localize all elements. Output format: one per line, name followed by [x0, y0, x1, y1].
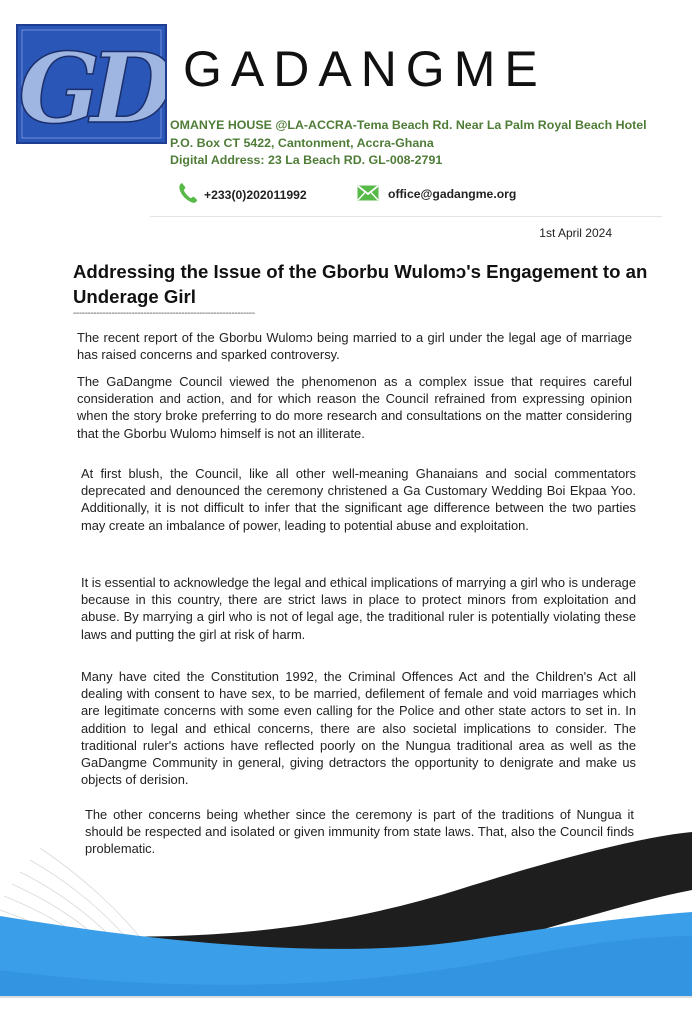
paragraph-5: Many have cited the Constitution 1992, the Criminal Offences Act and the Children's Act all dealing with consent to have sex, to be married, defilement of female and void marriages which are legitimate concerns with some even calling for the Police and other state actors to set in. In addition to legal and ethical concerns, there are also societal implications to consider. The traditional ruler's actions have reflected poorly on the Nungua traditional area as well as the GaDangme Community in general, giving detractors the opportunity to denigrate and make us objects of derision.: [81, 669, 636, 788]
paragraph-1: The recent report of the Gborbu Wulomɔ being married to a girl under the legal age of marriage has raised concerns and sparked controversy.: [77, 330, 632, 363]
paragraph-6: The other concerns being whether since the ceremony is part of the traditions of Nungua it should be respected and isolated or given immunity from state laws. That, also the Council finds problematic.: [85, 807, 634, 857]
footer-wave: [0, 820, 692, 1024]
logo-mark: [18, 26, 165, 142]
paragraph-2: The GaDangme Council viewed the phenomenon as a complex issue that requires careful consideration and action, and for which reason the Council refrained from expressing opinion when the story broke preferring to do more research and consultations on the matter considering that the Gborbu Wulomɔ himself is not an illiterate.: [77, 374, 632, 441]
letter-date: 1st April 2024: [539, 226, 612, 240]
phone-icon: [178, 182, 198, 209]
email-address: office@gadangme.org: [388, 187, 517, 201]
address-line-3: Digital Address: 23 La Beach RD. GL-008-2791: [170, 153, 443, 167]
title-underline: --------------------------------------------------------------: [73, 308, 255, 319]
logo: [16, 24, 167, 144]
address-line-1: OMANYE HOUSE @LA-ACCRA-Tema Beach Rd. Near La Palm Royal Beach Hotel: [170, 118, 647, 132]
paragraph-4: It is essential to acknowledge the legal and ethical implications of marrying a girl who is underage because in this country, there are strict laws in place to protect minors from exploitation and abuse. By marrying a girl who is not of legal age, the traditional ruler is potentially violating these laws and putting the girl at risk of harm.: [81, 575, 636, 642]
email-icon: [357, 185, 379, 206]
document-title: Addressing the Issue of the Gborbu Wulomɔ's Engagement to an Underage Girl: [73, 261, 648, 307]
phone-number: +233(0)202011992: [204, 188, 307, 202]
org-name: GADANGME: [183, 41, 547, 97]
address-line-2: P.O. Box CT 5422, Cantonment, Accra-Ghana: [170, 136, 434, 150]
paragraph-3: At first blush, the Council, like all other well-meaning Ghanaians and social commentators deprecated and denounced the ceremony christened a Ga Customary Wedding Boi Ekpaa Yoo. Additionally, it is not difficult to infer that the significant age difference between the two parties may create an imbalance of power, leading to potential abuse and exploitation.: [81, 466, 636, 533]
header-divider: [150, 216, 662, 217]
logo-text: GD: [18, 32, 164, 142]
